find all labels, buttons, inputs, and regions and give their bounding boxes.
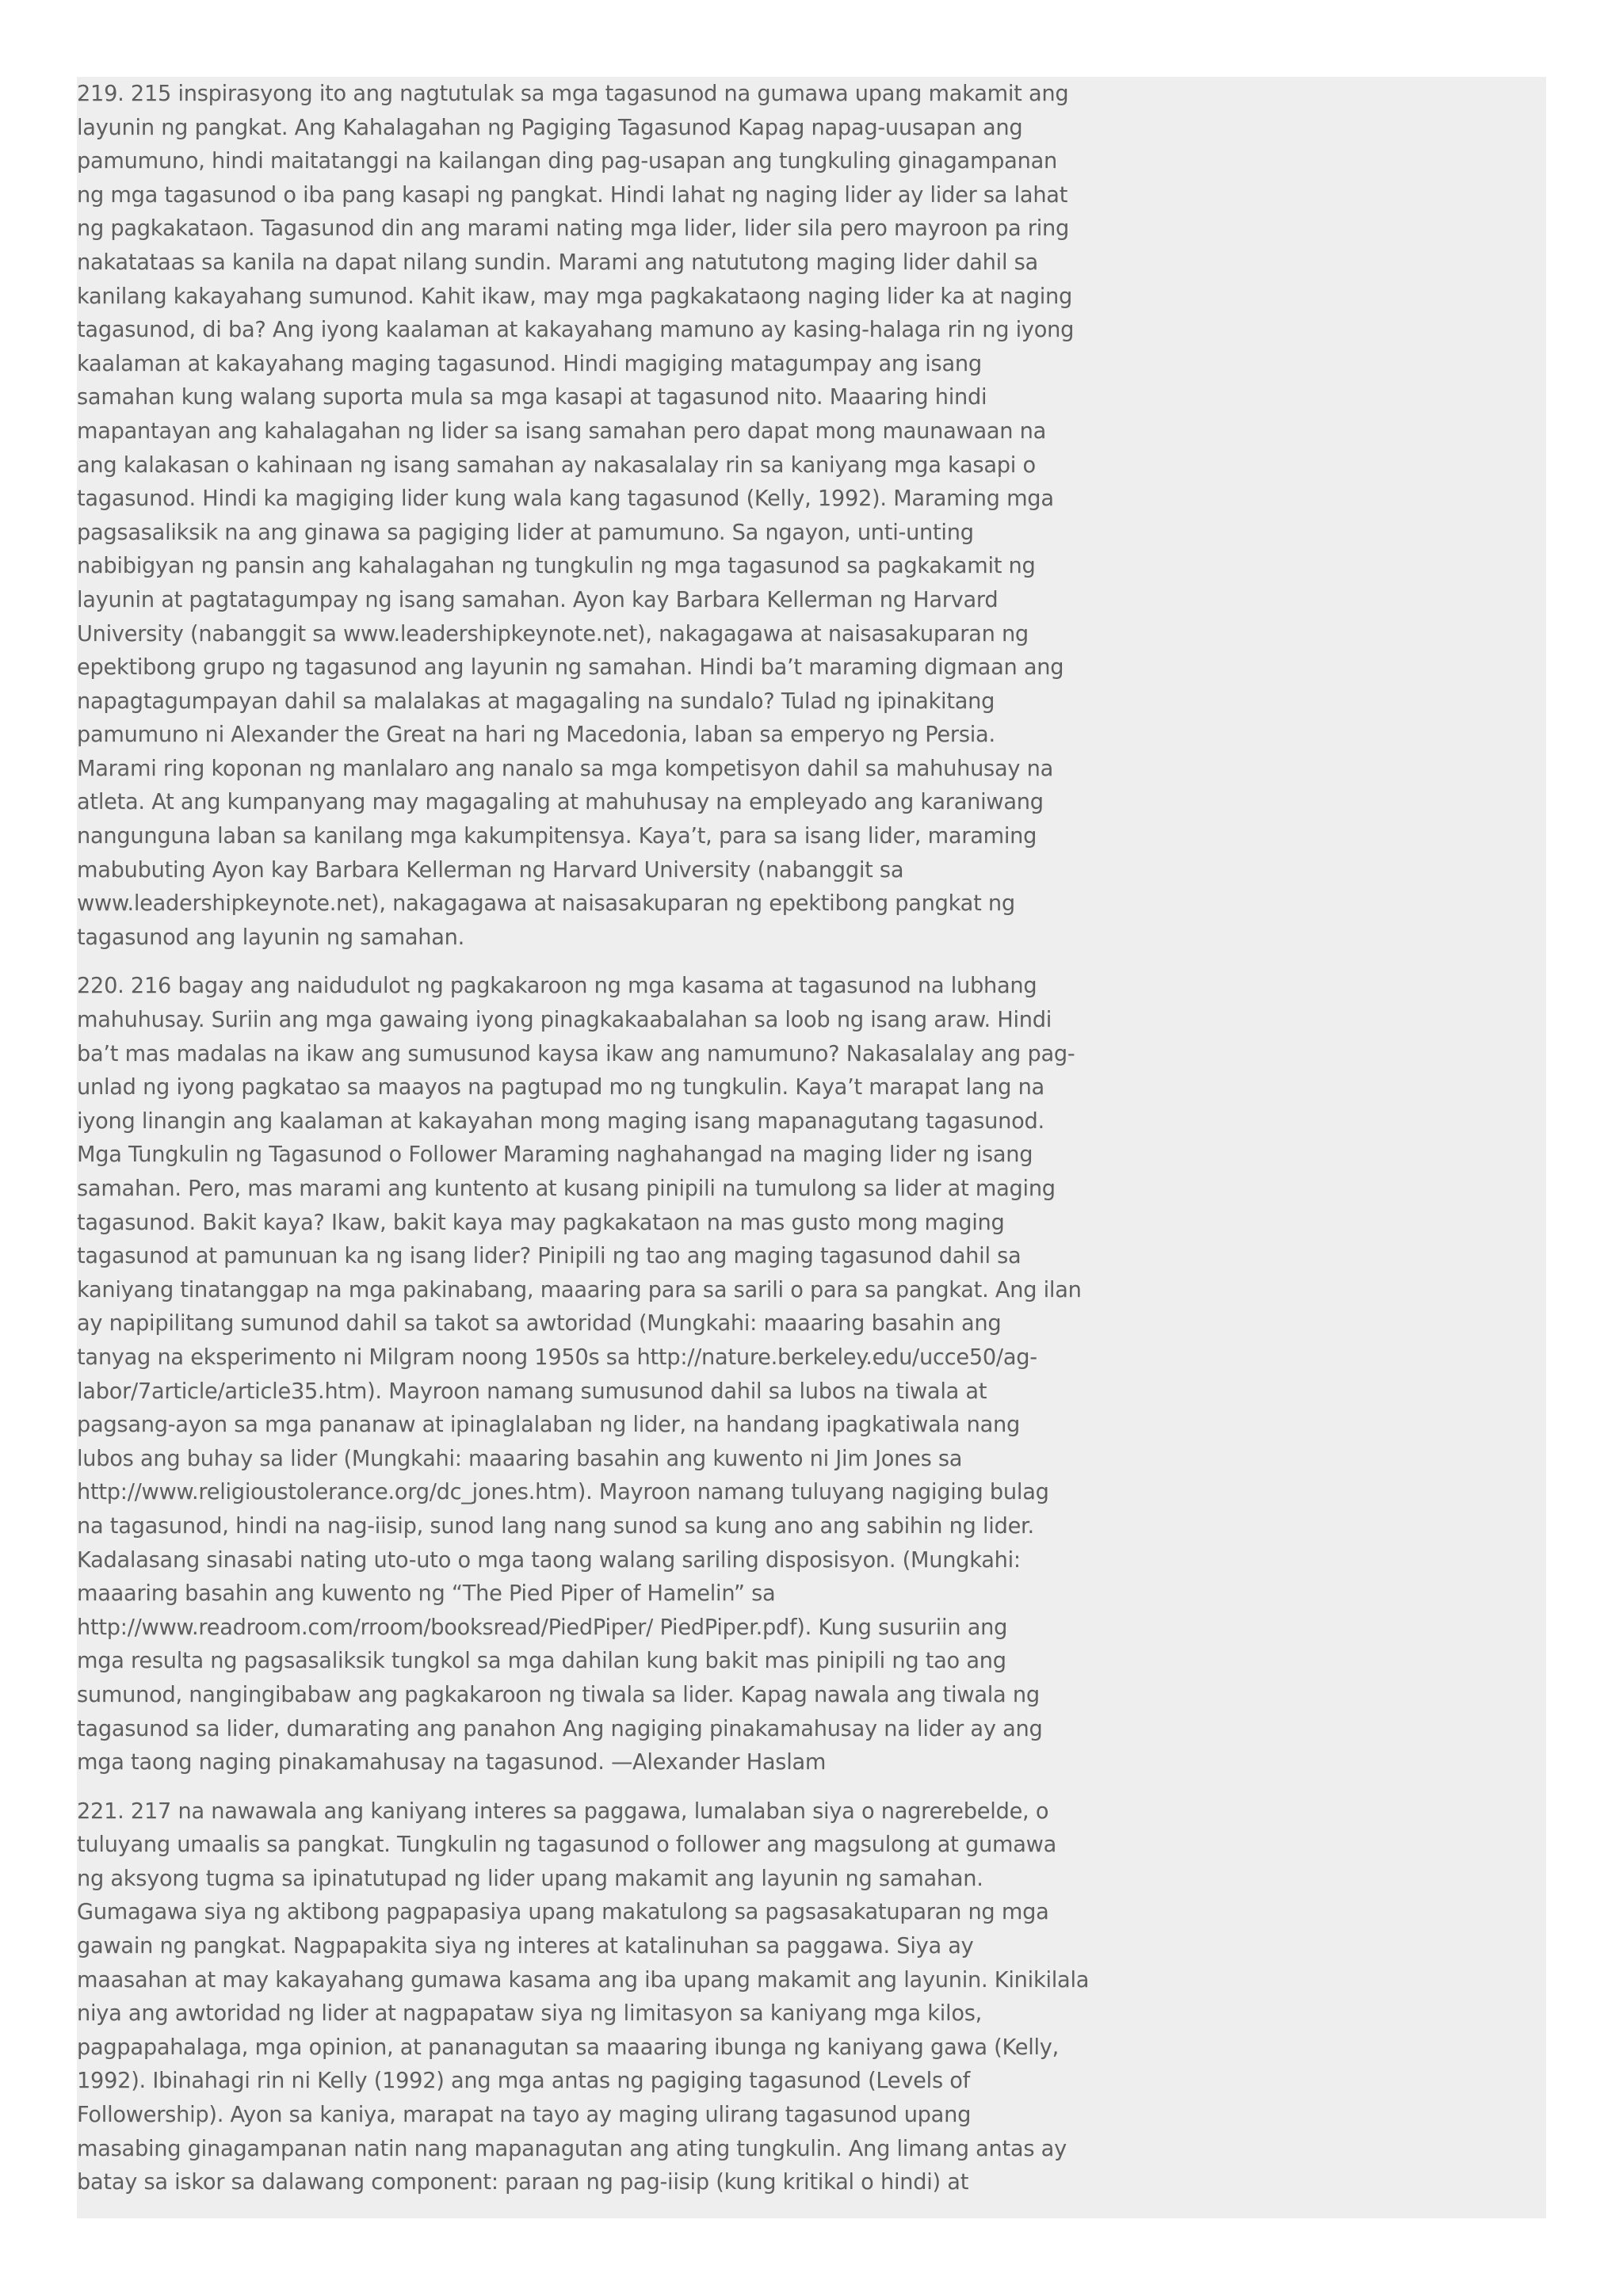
text-line: mahuhusay. Suriin ang mga gawaing iyong pinagkakaabalahan sa loob ng isang araw. Hindi <box>77 1008 1052 1033</box>
text-line: tanyag na eksperimento ni Milgram noong 1950s sa http://nature.berkeley.edu/ucce50/ag- <box>77 1344 1037 1370</box>
text-line: iyong linangin ang kaalaman at kakayahan mong maging isang mapanagutang tagasunod. <box>77 1108 1044 1134</box>
text-line: unlad ng iyong pagkatao sa maayos na pagtupad mo ng tungkulin. Kaya’t marapat lang na <box>77 1075 1044 1100</box>
text-line: ang kalakasan o kahinaan ng isang samahan ay nakasalalay rin sa kaniyang mga kasapi o <box>77 452 1036 478</box>
text-line: nakatataas sa kanila na dapat nilang sundin. Marami ang natututong maging lider dahil sa <box>77 250 1038 275</box>
text-line: epektibong grupo ng tagasunod ang layunin ng samahan. Hindi ba’t maraming digmaan ang <box>77 655 1064 681</box>
text-line: pagsang-ayon sa mga pananaw at ipinaglalaban ng lider, na handang ipagkatiwala nang <box>77 1413 1020 1438</box>
text-line: nabibigyan ng pansin ang kahalagahan ng tungkulin ng mga tagasunod sa pagkakamit ng <box>77 554 1036 579</box>
text-line: gawain ng pangkat. Nagpapakita siya ng interes at katalinuhan sa paggawa. Siya ay <box>77 1934 974 1959</box>
paragraph-219 <box>77 78 1075 955</box>
text-line: labor/7article/article35.htm). Mayroon namang sumusunod dahil sa lubos na tiwala at <box>77 1379 987 1404</box>
text-line: ng mga tagasunod o iba pang kasapi ng pangkat. Hindi lahat ng naging lider ay lider sa lahat <box>77 182 1068 208</box>
text-line: Gumagawa siya ng aktibong pagpapasiya upang makatulong sa pagsasakatuparan ng mga <box>77 1900 1049 1925</box>
text-line: mapantayan ang kahalagahan ng lider sa isang samahan pero dapat mong maunawaan na <box>77 418 1047 444</box>
text-line: mga taong naging pinakamahusay na tagasunod. —Alexander Haslam <box>77 1750 827 1775</box>
text-line: mabubuting Ayon kay Barbara Kellerman ng Harvard University (nabanggit sa <box>77 857 904 883</box>
text-line: lubos ang buhay sa lider (Mungkahi: maaaring basahin ang kuwento ni Jim Jones sa <box>77 1446 963 1471</box>
text-line: tagasunod sa lider, dumarating ang panahon Ang nagiging pinakamahusay na lider ay ang <box>77 1716 1043 1741</box>
text-line: ng pagkakataon. Tagasunod din ang marami nating mga lider, lider sila pero mayroon pa ring <box>77 216 1070 242</box>
text-line: niya ang awtoridad ng lider at nagpapataw siya ng limitasyon sa kaniyang mga kilos, <box>77 2001 983 2027</box>
text-line: tagasunod at pamunuan ka ng isang lider? Pinipili ng tao ang maging tagasunod dahil sa <box>77 1244 1022 1269</box>
text-line: tagasunod. Bakit kaya? Ikaw, bakit kaya may pagkakataon na mas gusto mong maging <box>77 1210 1005 1235</box>
text-line: napagtagumpayan dahil sa malalakas at magagaling na sundalo? Tulad ng ipinakitang <box>77 688 995 714</box>
text-line: maasahan at may kakayahang gumawa kasama ang iba upang makamit ang layunin. Kinikilala <box>77 1967 1090 1993</box>
text-line: pagpapahalaga, mga opinion, at pananagutan sa maaaring ibunga ng kaniyang gawa (Kelly, <box>77 2035 1060 2060</box>
text-line: pamumuno ni Alexander the Great na hari ng Macedonia, laban sa emperyo ng Persia. <box>77 723 995 748</box>
text-line: kaniyang tinatanggap na mga pakinabang, maaaring para sa sarili o para sa pangkat. Ang ilan <box>77 1277 1082 1302</box>
text-line: 220. 216 bagay ang naidudulot ng pagkakaroon ng mga kasama at tagasunod na lubhang <box>77 974 1037 999</box>
text-line: ay napipilitang sumunod dahil sa takot sa awtoridad (Mungkahi: maaaring basahin ang <box>77 1311 1002 1337</box>
text-line: Kadalasang sinasabi nating uto-uto o mga taong walang sariling disposisyon. (Mungkahi: <box>77 1547 1021 1573</box>
text-line: ng aksyong tugma sa ipinatutupad ng lider upang makamit ang layunin ng samahan. <box>77 1866 983 1891</box>
text-line: pamumuno, hindi maitatanggi na kailangan ding pag-usapan ang tungkuling ginagampanan <box>77 149 1057 174</box>
text-line: layunin at pagtatagumpay ng isang samahan. Ayon kay Barbara Kellerman ng Harvard <box>77 587 999 612</box>
text-line: batay sa iskor sa dalawang component: paraan ng pag-iisip (kung kritikal o hindi) at <box>77 2170 969 2195</box>
text-line: samahan. Pero, mas marami ang kuntento at kusang pinipili na tumulong sa lider at maging <box>77 1177 1056 1201</box>
text-line: Marami ring koponan ng manlalaro ang nanalo sa mga kompetisyon dahil sa mahuhusay na <box>77 756 1054 781</box>
document-body <box>77 78 1090 2215</box>
text-line: tagasunod ang layunin ng samahan. <box>77 925 464 950</box>
text-line: sumunod, nangingibabaw ang pagkakaroon ng tiwala sa lider. Kapag nawala ang tiwala ng <box>77 1682 1040 1707</box>
text-line: pagsasaliksik na ang ginawa sa pagiging lider at pamumuno. Sa ngayon, unti-unting <box>77 520 974 545</box>
text-line: http://www.religioustolerance.org/dc_jones.htm). Mayroon namang tuluyang nagiging bulag <box>77 1480 1049 1505</box>
text-line: University (nabanggit sa www.leadershipkeynote.net), nakagagawa at naisasakuparan ng <box>77 621 1029 646</box>
paragraph-220 <box>77 970 1082 1779</box>
text-line: 219. 215 inspirasyong ito ang nagtutulak sa mga tagasunod na gumawa upang makamit ang <box>77 82 1069 106</box>
text-line: tagasunod, di ba? Ang iyong kaalaman at kakayahang mamuno ay kasing-halaga rin ng iyong <box>77 318 1075 343</box>
text-line: atleta. At ang kumpanyang may magagaling at mahuhusay na empleyado ang karaniwang <box>77 790 1044 815</box>
text-line: mga resulta ng pagsasaliksik tungkol sa mga dahilan kung bakit mas pinipili ng tao ang <box>77 1649 1006 1674</box>
text-line: nangunguna laban sa kanilang mga kakumpitensya. Kaya’t, para sa isang lider, maraming <box>77 824 1037 849</box>
text-line: www.leadershipkeynote.net), nakagagawa at naisasakuparan ng epektibong pangkat ng <box>77 891 1015 917</box>
text-line: layunin ng pangkat. Ang Kahalagahan ng Pagiging Tagasunod Kapag napag-uusapan ang <box>77 115 1023 140</box>
text-line: ba’t mas madalas na ikaw ang sumusunod kaysa ikaw ang namumuno? Nakasalalay ang pag- <box>77 1041 1075 1066</box>
text-line: 1992). Ibinahagi rin ni Kelly (1992) ang mga antas ng pagiging tagasunod (Levels of <box>77 2069 970 2094</box>
text-line: tagasunod. Hindi ka magiging lider kung wala kang tagasunod (Kelly, 1992). Maraming mga <box>77 486 1054 512</box>
text-line: maaaring basahin ang kuwento ng “The Pied Piper of Hamelin” sa <box>77 1581 776 1607</box>
text-line: 221. 217 na nawawala ang kaniyang interes sa paggawa, lumalaban siya o nagrerebelde, o <box>77 1798 1049 1824</box>
text-line: Mga Tungkulin ng Tagasunod o Follower Maraming naghahangad na maging lider ng isang <box>77 1142 1033 1168</box>
text-line: kanilang kakayahang sumunod. Kahit ikaw, may mga pagkakataong naging lider ka at naging <box>77 284 1073 309</box>
text-line: tuluyang umaalis sa pangkat. Tungkulin ng tagasunod o follower ang magsulong at gumawa <box>77 1833 1056 1858</box>
text-line: http://www.readroom.com/rroom/booksread/PiedPiper/ PiedPiper.pdf). Kung susuriin ang <box>77 1615 1008 1640</box>
text-line: na tagasunod, hindi na nag-iisip, sunod lang nang sunod sa kung ano ang sabihin ng lider. <box>77 1513 1034 1539</box>
text-line: samahan kung walang suporta mula sa mga kasapi at tagasunod nito. Maaaring hindi <box>77 385 987 410</box>
text-line: kaalaman at kakayahang maging tagasunod. Hindi magiging matagumpay ang isang <box>77 351 982 376</box>
paragraph-221 <box>77 1795 1090 2200</box>
text-line: masabing ginagampanan natin nang mapanagutan ang ating tungkulin. Ang limang antas ay <box>77 2136 1067 2161</box>
text-line: Followership). Ayon sa kaniya, marapat na tayo ay maging ulirang tagasunod upang <box>77 2103 972 2128</box>
